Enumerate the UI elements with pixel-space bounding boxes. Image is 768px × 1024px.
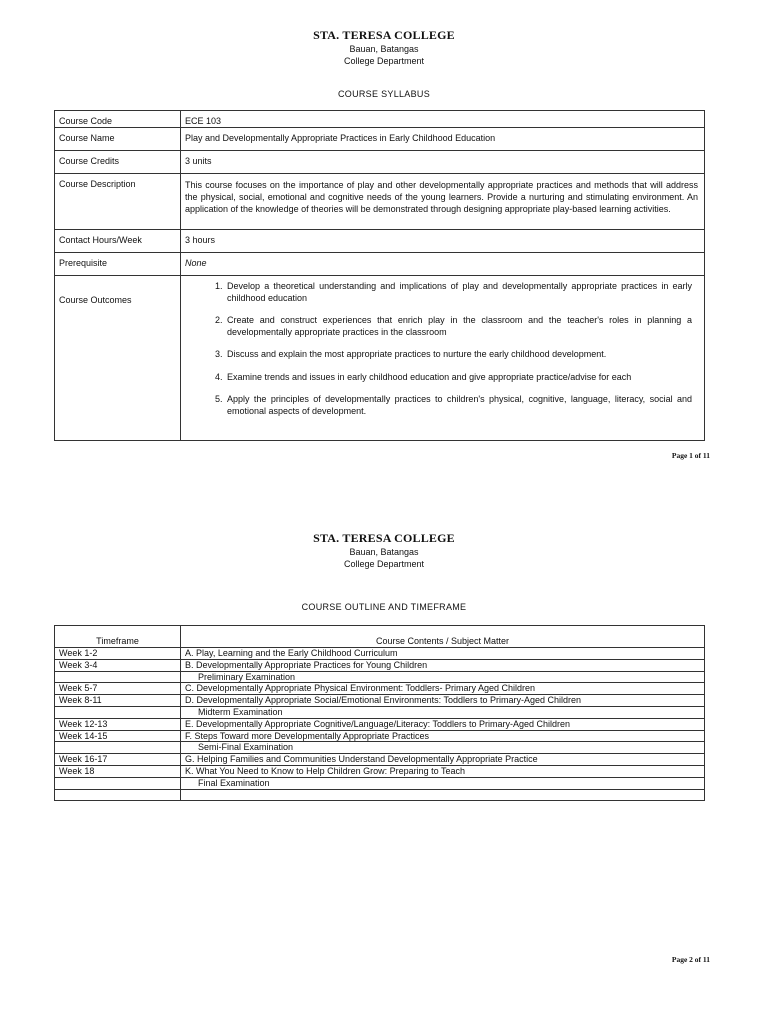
- document-title: COURSE SYLLABUS: [337, 89, 431, 99]
- table-row: Preliminary Examination: [55, 671, 705, 683]
- table-row: Week 14-15 F. Steps Toward more Developmentally Appropriate Practices: [55, 730, 705, 742]
- table-header-row: [55, 626, 705, 648]
- table-row: Week 3-4 B. Developmentally Appropriate Practices for Young Children: [55, 659, 705, 671]
- document-title: COURSE OUTLINE AND TIMEFRAME: [301, 602, 467, 612]
- table-row: Week 1-2 A. Play, Learning and the Early Childhood Curriculum: [55, 648, 705, 660]
- page-header: [0, 28, 768, 67]
- table-row: [55, 174, 705, 230]
- table-row: Week 16-17 G. Helping Families and Communities Understand Developmentally Appropriate Practice: [55, 754, 705, 766]
- table-row: [55, 276, 705, 441]
- college-location: Bauan, Batangas: [349, 547, 419, 557]
- table-row: [55, 111, 705, 128]
- table-row: [55, 151, 705, 174]
- table-row: Midterm Examination: [55, 706, 705, 718]
- table-row: [55, 789, 705, 801]
- college-name: STA. TERESA COLLEGE: [313, 28, 455, 42]
- course-code-label: Course Code: [55, 111, 181, 128]
- page-1: [0, 0, 768, 505]
- course-code-value: ECE 103: [181, 111, 705, 128]
- table-row: Week 12-13 E. Developmentally Appropriate Cognitive/Language/Literacy: Toddlers to Primary-Aged Children: [55, 718, 705, 730]
- course-description-value: This course focuses on the importance of play and other developmentally appropriate practices and methods that will address the physical, social, emotional and cognitive needs of the young learners. Provide a nurturing and stimulating environment. An application of the knowledge of theories will be demonstrated through designing appropriate play-based learning activities.: [181, 174, 705, 230]
- list-item: 2. Create and construct experiences that enrich play in the classroom and the teacher's roles in planning a developmentally appropriate practices in the classroom: [215, 315, 692, 337]
- page-header: [0, 531, 768, 570]
- course-name-label: Course Name: [55, 128, 181, 151]
- college-department: College Department: [343, 56, 425, 66]
- table-row: Final Examination: [55, 777, 705, 789]
- course-credits-value: 3 units: [181, 151, 705, 174]
- course-outcomes-list: [181, 276, 705, 441]
- list-item: 4. Examine trends and issues in early childhood education and give appropriate practice/advise for each: [215, 371, 632, 382]
- course-description-label: Course Description: [55, 174, 181, 230]
- table-row: Semi-Final Examination: [55, 742, 705, 754]
- course-credits-label: Course Credits: [55, 151, 181, 174]
- college-name: STA. TERESA COLLEGE: [313, 531, 455, 545]
- college-department: College Department: [343, 559, 425, 569]
- list-item: 5. Apply the principles of developmentally practices to children's physical, cognitive, language, literacy, social and emotional aspects of development.: [215, 394, 692, 416]
- course-name-value: Play and Developmentally Appropriate Practices in Early Childhood Education: [181, 128, 705, 151]
- list-item: 1. Develop a theoretical understanding and implications of play and developmentally appropriate practices in early childhood education: [215, 281, 692, 303]
- syllabus-table: [54, 110, 705, 441]
- prerequisite-label: Prerequisite: [55, 253, 181, 276]
- table-row: Week 8-11 D. Developmentally Appropriate Social/Emotional Environments: Toddlers to Primary-Aged Children: [55, 695, 705, 707]
- page-2: [0, 505, 768, 1024]
- page-number: Page 1 of 11: [671, 451, 710, 460]
- table-row: [55, 230, 705, 253]
- list-item: 3. Discuss and explain the most appropriate practices to nurture the early childhood development.: [215, 349, 607, 359]
- table-row: Week 18 K. What You Need to Know to Help Children Grow: Preparing to Teach: [55, 765, 705, 777]
- prerequisite-value: None: [181, 253, 705, 276]
- timeframe-header: Timeframe: [55, 626, 181, 648]
- contents-header: Course Contents / Subject Matter: [181, 626, 705, 648]
- table-row: [55, 253, 705, 276]
- contact-hours-label: Contact Hours/Week: [55, 230, 181, 253]
- contact-hours-value: 3 hours: [181, 230, 705, 253]
- course-outline-table: [54, 625, 705, 801]
- table-row: [55, 128, 705, 151]
- page-number: Page 2 of 11: [671, 955, 710, 964]
- course-outcomes-label: Course Outcomes: [55, 276, 181, 441]
- college-location: Bauan, Batangas: [349, 44, 419, 54]
- table-row: Week 5-7 C. Developmentally Appropriate Physical Environment: Toddlers- Primary Aged Children: [55, 683, 705, 695]
